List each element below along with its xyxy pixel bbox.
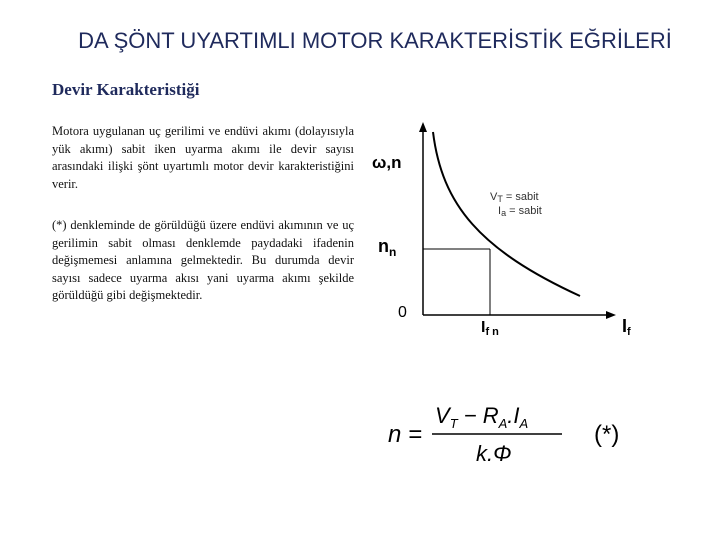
origin-label: 0 [398, 304, 407, 321]
speed-equation [380, 395, 650, 475]
equation-tag: (*) [594, 421, 620, 448]
legend-voltage-constant: VT = sabit [490, 191, 539, 204]
slide-title: DA ŞÖNT UYARTIMLI MOTOR KARAKTERİSTİK EĞRİLERİ [78, 28, 672, 53]
equation-numerator: $V_T - R_A.I_A$ [435, 403, 529, 431]
field-current-nominal-label: If n [481, 319, 499, 338]
paragraph-explanation: (*) denkleminde de görüldüğü üzere endüvi akımının ve uç gerilimin sabit olması denklemde paydadaki ifadenin değişmemesi anlamına gelmektedir. Bu durumda devir sayısı sadece uyarma akısı yani uyarma akımı şekilde görüldüğü gibi değişmektedir. [52, 218, 354, 302]
x-axis-arrow [606, 311, 616, 319]
operating-point-n-label: $n_n$ [378, 236, 397, 259]
equation-denominator: k.Φ [476, 441, 512, 466]
paragraph-definition: Motora uygulanan uç gerilimi ve endüvi akımı (dolayısıyla yük akımı) sabit iken uyarma akımı ile devir sayısı arasındaki ilişki şönt uyartımlı motor devir karakteristiğini verir. [52, 124, 354, 191]
y-axis-arrow [419, 122, 427, 132]
legend-current-constant: Ia = sabit [498, 205, 542, 218]
y-axis-label: ω,n [372, 153, 402, 172]
equation-lhs: n = [388, 421, 423, 448]
x-axis-label: If [622, 316, 631, 338]
speed-characteristic-graph [360, 110, 650, 340]
section-subtitle: Devir Karakteristiği [52, 80, 200, 99]
